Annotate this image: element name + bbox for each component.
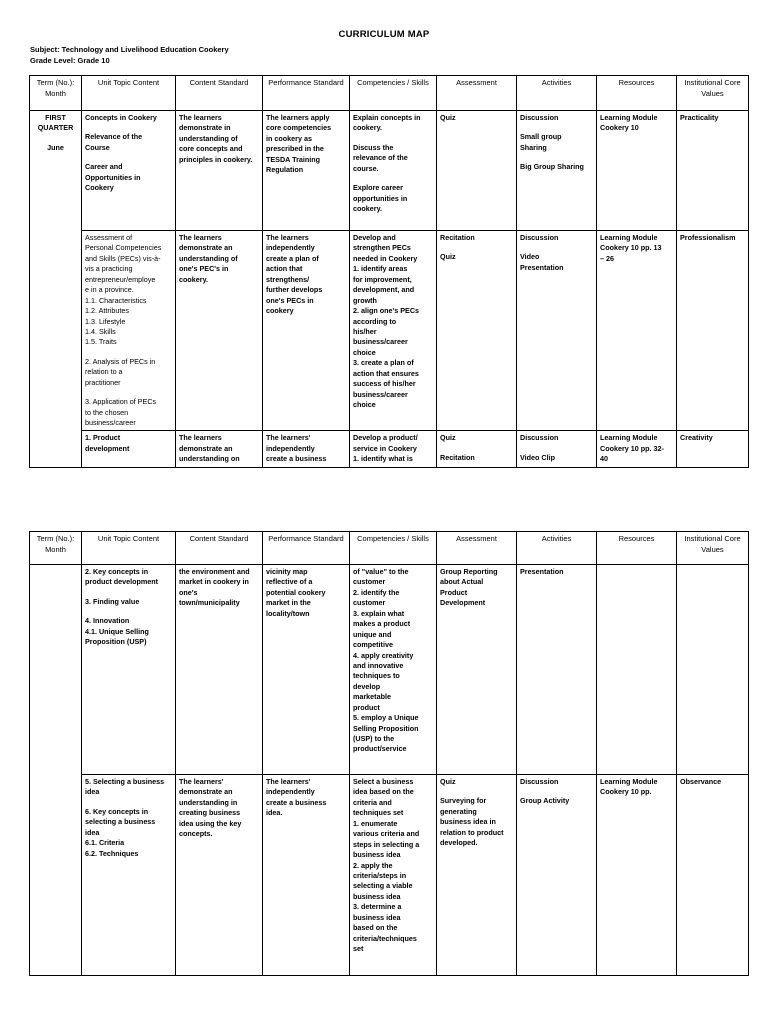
cell-line: and innovative bbox=[353, 660, 404, 670]
header-performance-standard: Performance Standard bbox=[263, 76, 350, 111]
cell-line: The learners bbox=[179, 233, 222, 242]
cell-line: generating bbox=[440, 806, 477, 816]
cell-line: unique and bbox=[353, 629, 392, 639]
cell-line: 6.2. Techniques bbox=[85, 848, 139, 858]
cell-line: idea based on the bbox=[353, 787, 414, 797]
cell-line: 1.3. Lifestyle bbox=[85, 316, 126, 326]
performance-standard-cell bbox=[263, 775, 350, 976]
cell-line: product/service bbox=[353, 744, 407, 754]
cell-line: 3. determine a bbox=[353, 902, 402, 912]
cell-line: Product bbox=[440, 587, 468, 597]
header-resources: Resources bbox=[597, 76, 677, 111]
unit-topic-cell bbox=[82, 231, 176, 431]
cell-line: development bbox=[85, 443, 130, 453]
resources-cell bbox=[597, 565, 677, 775]
cell-line bbox=[440, 444, 513, 453]
cell-line bbox=[440, 243, 513, 252]
cell-line bbox=[520, 153, 593, 162]
cell-line: create a business bbox=[266, 797, 327, 807]
content-standard-cell bbox=[176, 431, 263, 467]
cell-line: steps in selecting a bbox=[353, 839, 420, 849]
cell-line: Surveying for bbox=[440, 796, 487, 806]
cell-line: Discussion bbox=[520, 233, 559, 242]
cell-line: Learning Module bbox=[600, 113, 658, 122]
cell-line: 4. Innovation bbox=[85, 616, 130, 626]
cell-line: prescribed in the bbox=[266, 144, 324, 154]
core-values-cell bbox=[677, 775, 749, 976]
cell-line: 1.2. Attributes bbox=[85, 306, 129, 316]
assessment-cell bbox=[437, 775, 517, 976]
cell-line: Discuss the bbox=[353, 142, 394, 152]
cell-line bbox=[85, 588, 172, 597]
header-core-values: Institutional Core Values bbox=[677, 76, 749, 111]
cell-line: customer bbox=[353, 598, 386, 608]
cell-line: the environment and bbox=[179, 567, 250, 576]
resources-cell bbox=[597, 775, 677, 976]
cell-line: according to bbox=[353, 316, 397, 326]
cell-line: demonstrate an bbox=[179, 443, 233, 453]
content-standard-cell bbox=[176, 231, 263, 431]
cell-line: Learning Module bbox=[600, 777, 658, 786]
cell-line: understanding on bbox=[179, 454, 240, 464]
cell-line bbox=[85, 348, 172, 357]
cell-line: techniques set bbox=[353, 808, 404, 818]
cell-line: selecting a business bbox=[85, 817, 156, 827]
cell-line: business idea in bbox=[440, 817, 496, 827]
cell-line: Regulation bbox=[266, 165, 304, 175]
cell-line: Cookery 10 bbox=[600, 123, 639, 133]
cell-line: potential cookery bbox=[266, 587, 326, 597]
cell-line bbox=[353, 134, 433, 143]
cell-line: Cookery 10 pp. bbox=[600, 787, 652, 797]
cell-line: Quiz bbox=[440, 113, 456, 122]
cell-line: Course bbox=[85, 142, 110, 152]
cell-line: entrepreneur/employe bbox=[85, 274, 156, 284]
cell-line: opportunities in bbox=[353, 193, 408, 203]
cell-line: business idea bbox=[353, 912, 401, 922]
header-activities: Activities bbox=[517, 76, 597, 111]
cell-line: Concepts in Cookery bbox=[85, 113, 157, 122]
cell-line: selecting a viable bbox=[353, 881, 413, 891]
cell-line: demonstrate in bbox=[179, 123, 231, 133]
cell-line: business idea bbox=[353, 891, 401, 901]
cell-line: understanding of bbox=[179, 133, 238, 143]
cell-line: for improvement, bbox=[353, 274, 412, 284]
header-unit-topic: Unit Topic Content bbox=[82, 76, 176, 111]
cell-line: FIRST bbox=[45, 113, 66, 122]
cell-line: action that ensures bbox=[353, 368, 419, 378]
activities-cell bbox=[517, 431, 597, 467]
activities-cell bbox=[517, 775, 597, 976]
cell-line: The learners' bbox=[266, 777, 311, 786]
cell-line: principles in cookery. bbox=[179, 154, 253, 164]
cell-line: 4. apply creativity bbox=[353, 650, 414, 660]
resources-cell bbox=[597, 231, 677, 431]
cell-line: strengthens/ bbox=[266, 274, 310, 284]
performance-standard-cell bbox=[263, 231, 350, 431]
cell-line: (USP) to the bbox=[353, 734, 395, 743]
term-cell bbox=[30, 565, 82, 976]
cell-line: Learning Module bbox=[600, 233, 658, 242]
cell-line: Big Group Sharing bbox=[520, 162, 584, 172]
cell-line: Develop a product/ bbox=[353, 433, 418, 443]
unit-topic-cell bbox=[82, 565, 176, 775]
assessment-cell bbox=[437, 111, 517, 231]
cell-line: 5. employ a Unique bbox=[353, 713, 419, 723]
table-row bbox=[30, 231, 749, 431]
core-values-cell bbox=[677, 565, 749, 775]
core-values-cell bbox=[677, 431, 749, 467]
header-term: Term (No.): Month bbox=[30, 532, 82, 565]
cell-line: business idea bbox=[353, 850, 401, 860]
cell-line: 4.1. Unique Selling bbox=[85, 626, 149, 636]
cell-line: relation to a bbox=[85, 367, 123, 377]
assessment-cell bbox=[437, 231, 517, 431]
cell-line: success of his/her bbox=[353, 379, 416, 389]
cell-line: reflective of a bbox=[266, 577, 313, 587]
cell-line: create a business bbox=[266, 454, 327, 464]
cell-line: various criteria and bbox=[353, 829, 420, 839]
cell-line: understanding of bbox=[179, 253, 238, 263]
cell-line: Video Clip bbox=[520, 452, 556, 462]
cell-line: relevance of the bbox=[353, 153, 408, 163]
resources-cell bbox=[597, 111, 677, 231]
cell-line: Proposition (USP) bbox=[85, 637, 147, 647]
cell-line: his/her bbox=[353, 326, 377, 336]
header-activities: Activities bbox=[517, 532, 597, 565]
cell-line: Quiz bbox=[440, 252, 456, 262]
activities-cell bbox=[517, 111, 597, 231]
cell-line: The learners bbox=[179, 113, 222, 122]
cell-line: June bbox=[47, 142, 64, 152]
cell-line: Explain concepts in bbox=[353, 113, 421, 122]
table-header-row bbox=[30, 532, 749, 565]
cell-line: Discussion bbox=[520, 777, 559, 786]
content-standard-cell bbox=[176, 565, 263, 775]
cell-line: Presentation bbox=[520, 567, 564, 576]
cell-line: The learners' bbox=[266, 433, 311, 443]
cell-line: one's PECs in bbox=[266, 295, 314, 305]
grade-line: Grade Level: Grade 10 bbox=[30, 56, 110, 65]
cell-line: Quiz bbox=[440, 777, 456, 786]
cell-line: e in a province. bbox=[85, 285, 134, 295]
cell-line: course. bbox=[353, 163, 379, 173]
content-standard-cell bbox=[176, 775, 263, 976]
cell-line: business/career bbox=[85, 418, 136, 427]
cell-line: 2. Key concepts in bbox=[85, 567, 149, 576]
cell-line: service in Cookery bbox=[353, 443, 417, 453]
cell-line: understanding in bbox=[179, 797, 238, 807]
cell-line bbox=[33, 134, 78, 143]
cell-line: vicinity map bbox=[266, 567, 308, 576]
cell-line: independently bbox=[266, 243, 315, 253]
header-core-values: Institutional Core Values bbox=[677, 532, 749, 565]
header-competencies: Competencies / Skills bbox=[350, 532, 437, 565]
cell-line bbox=[353, 174, 433, 183]
table-row bbox=[30, 111, 749, 231]
curriculum-table-page-2 bbox=[29, 531, 749, 976]
cell-line: Sharing bbox=[520, 142, 547, 152]
competencies-cell bbox=[350, 111, 437, 231]
cell-line: 3. explain what bbox=[353, 608, 405, 618]
cell-line bbox=[85, 607, 172, 616]
cell-line: Practicality bbox=[680, 113, 719, 122]
cell-line: Develop and bbox=[353, 233, 396, 242]
cell-line: development, and bbox=[353, 285, 415, 295]
cell-line: set bbox=[353, 944, 364, 953]
cell-line: 40 bbox=[600, 454, 608, 464]
cell-line bbox=[440, 787, 513, 796]
core-values-cell bbox=[677, 231, 749, 431]
resources-cell bbox=[597, 431, 677, 467]
cell-line: 5. Selecting a business bbox=[85, 777, 165, 786]
header-assessment: Assessment bbox=[437, 532, 517, 565]
cell-line: 1.4. Skills bbox=[85, 326, 116, 336]
cell-line: Group Reporting bbox=[440, 567, 498, 576]
header-assessment: Assessment bbox=[437, 76, 517, 111]
cell-line: idea using the key bbox=[179, 818, 242, 828]
cell-line: Professionalism bbox=[680, 233, 736, 242]
cell-line: create a plan of bbox=[266, 253, 319, 263]
cell-line: based on the bbox=[353, 923, 398, 933]
cell-line: makes a product bbox=[353, 619, 411, 629]
unit-topic-cell bbox=[82, 431, 176, 467]
cell-line: and Skills (PECs) vis-à- bbox=[85, 253, 161, 263]
subject-line: Subject: Technology and Livelihood Education Cookery bbox=[30, 45, 229, 54]
table-row bbox=[30, 565, 749, 775]
header-performance-standard: Performance Standard bbox=[263, 532, 350, 565]
cell-line: strengthen PECs bbox=[353, 243, 411, 253]
cell-line: develop bbox=[353, 681, 381, 691]
cell-line: 2. align one's PECs bbox=[353, 306, 420, 316]
cell-line: choice bbox=[353, 400, 376, 409]
cell-line: Video bbox=[520, 252, 540, 262]
cell-line bbox=[520, 123, 593, 132]
performance-standard-cell bbox=[263, 111, 350, 231]
cell-line bbox=[85, 798, 172, 807]
cell-line: Discussion bbox=[520, 433, 559, 443]
performance-standard-cell bbox=[263, 431, 350, 467]
cell-line: The learners' bbox=[179, 777, 224, 786]
table-row bbox=[30, 431, 749, 467]
cell-line: The learners bbox=[266, 233, 309, 242]
cell-line: choice bbox=[353, 347, 376, 357]
cell-line: independently bbox=[266, 443, 315, 453]
cell-line: core concepts and bbox=[179, 144, 243, 154]
cell-line: one's bbox=[179, 587, 198, 597]
table-row bbox=[30, 775, 749, 976]
term-cell bbox=[30, 111, 82, 468]
cell-line: Personal Competencies bbox=[85, 243, 162, 253]
cell-line: The learners bbox=[179, 433, 222, 443]
cell-line: about Actual bbox=[440, 577, 484, 587]
cell-line: in cookery as bbox=[266, 133, 312, 143]
assessment-cell bbox=[437, 431, 517, 467]
cell-line: idea bbox=[85, 787, 100, 797]
cell-line: marketable bbox=[353, 692, 391, 702]
cell-line: town/municipality bbox=[179, 598, 240, 608]
cell-line: Select a business bbox=[353, 777, 414, 786]
cell-line: QUARTER bbox=[37, 123, 74, 133]
cell-line: business/career bbox=[353, 337, 408, 347]
cell-line: TESDA Training bbox=[266, 154, 321, 164]
cell-line: criteria and bbox=[353, 797, 392, 807]
cell-line: vis a practicing bbox=[85, 264, 133, 274]
cell-line: criteria/steps in bbox=[353, 870, 407, 880]
competencies-cell bbox=[350, 231, 437, 431]
cell-line: Learning Module bbox=[600, 433, 658, 443]
header-content-standard: Content Standard bbox=[176, 532, 263, 565]
cell-line: Relevance of the bbox=[85, 132, 143, 142]
cell-line: criteria/techniques bbox=[353, 933, 417, 943]
cell-line: – 26 bbox=[600, 253, 614, 263]
cell-line: further develops bbox=[266, 285, 323, 295]
curriculum-table-page-1 bbox=[29, 75, 749, 468]
cell-line bbox=[85, 123, 172, 132]
competencies-cell bbox=[350, 775, 437, 976]
activities-cell bbox=[517, 565, 597, 775]
cell-line: 1.5. Traits bbox=[85, 337, 117, 347]
core-values-cell bbox=[677, 111, 749, 231]
cell-line: practitioner bbox=[85, 377, 121, 387]
cell-line: Selling Proposition bbox=[353, 723, 419, 733]
cell-line: of "value" to the bbox=[353, 567, 409, 576]
header-resources: Resources bbox=[597, 532, 677, 565]
cell-line: relation to product bbox=[440, 827, 504, 837]
cell-line: Presentation bbox=[520, 262, 564, 272]
cell-line: 3. create a plan of bbox=[353, 358, 414, 368]
cell-line: cookery bbox=[266, 306, 294, 316]
cell-line: Opportunities in bbox=[85, 172, 141, 182]
cell-line: Career and bbox=[85, 162, 123, 172]
assessment-cell bbox=[437, 565, 517, 775]
header-content-standard: Content Standard bbox=[176, 76, 263, 111]
cell-line bbox=[520, 444, 593, 453]
cell-line: Development bbox=[440, 598, 486, 608]
cell-line: to the chosen bbox=[85, 407, 129, 417]
cell-line: Group Activity bbox=[520, 796, 570, 806]
activities-cell bbox=[517, 231, 597, 431]
cell-line: cookery. bbox=[353, 204, 383, 214]
cell-line: growth bbox=[353, 295, 377, 305]
cell-line: Creativity bbox=[680, 433, 713, 443]
cell-line: needed in Cookery bbox=[353, 253, 418, 263]
cell-line: 2. apply the bbox=[353, 860, 393, 870]
cell-line bbox=[520, 243, 593, 252]
cell-line: Cookery bbox=[85, 183, 114, 193]
document-title: CURRICULUM MAP bbox=[338, 29, 430, 40]
cell-line: 1. identify what is bbox=[353, 454, 413, 464]
cell-line: competitive bbox=[353, 640, 393, 650]
cell-line: idea bbox=[85, 827, 100, 837]
cell-line: demonstrate an bbox=[179, 787, 233, 797]
cell-line: Small group bbox=[520, 132, 562, 142]
cell-line: one's PEC's in bbox=[179, 264, 229, 274]
cell-line: locality/town bbox=[266, 608, 310, 618]
cell-line: Recitation bbox=[440, 452, 475, 462]
performance-standard-cell bbox=[263, 565, 350, 775]
cell-line: 3. Application of PECs bbox=[85, 397, 157, 407]
cell-line: 1. identify areas bbox=[353, 264, 408, 274]
unit-topic-cell bbox=[82, 111, 176, 231]
cell-line: 2. Analysis of PECs in bbox=[85, 356, 156, 366]
cell-line: 1.1. Characteristics bbox=[85, 295, 147, 305]
cell-line: Explore career bbox=[353, 183, 403, 193]
cell-line bbox=[520, 787, 593, 796]
header-competencies: Competencies / Skills bbox=[350, 76, 437, 111]
cell-line: 2. identify the bbox=[353, 587, 400, 597]
cell-line: independently bbox=[266, 787, 315, 797]
cell-line: idea. bbox=[266, 808, 283, 818]
cell-line: core competencies bbox=[266, 123, 332, 133]
cell-line: concepts. bbox=[179, 829, 213, 839]
cell-line bbox=[85, 153, 172, 162]
cell-line: Cookery 10 pp. 13 bbox=[600, 243, 662, 253]
competencies-cell bbox=[350, 565, 437, 775]
competencies-cell bbox=[350, 431, 437, 467]
cell-line: market in the bbox=[266, 598, 311, 608]
cell-line: Cookery 10 pp. 32- bbox=[600, 443, 664, 453]
cell-line: 6.1. Criteria bbox=[85, 838, 125, 848]
cell-line: 3. Finding value bbox=[85, 596, 140, 606]
cell-line: product bbox=[353, 702, 380, 712]
cell-line: The learners apply bbox=[266, 113, 330, 122]
unit-topic-cell bbox=[82, 775, 176, 976]
cell-line: Quiz bbox=[440, 433, 456, 443]
cell-line bbox=[85, 388, 172, 397]
cell-line: creating business bbox=[179, 808, 241, 818]
cell-line: 6. Key concepts in bbox=[85, 806, 149, 816]
content-standard-cell bbox=[176, 111, 263, 231]
cell-line: business/career bbox=[353, 389, 408, 399]
cell-line: cookery. bbox=[353, 123, 383, 133]
cell-line: developed. bbox=[440, 838, 478, 848]
cell-line: techniques to bbox=[353, 671, 400, 681]
cell-line: Observance bbox=[680, 777, 722, 786]
cell-line: market in cookery in bbox=[179, 577, 249, 587]
table-header-row bbox=[30, 76, 749, 111]
cell-line: 1. enumerate bbox=[353, 818, 398, 828]
cell-line: Recitation bbox=[440, 233, 475, 242]
header-unit-topic: Unit Topic Content bbox=[82, 532, 176, 565]
cell-line: Assessment of bbox=[85, 233, 133, 242]
cell-line: demonstrate an bbox=[179, 243, 233, 253]
cell-line: Discussion bbox=[520, 113, 559, 122]
cell-line: action that bbox=[266, 264, 303, 274]
cell-line: product development bbox=[85, 577, 159, 587]
cell-line: 1. Product bbox=[85, 433, 121, 443]
cell-line: cookery. bbox=[179, 274, 209, 284]
header-term: Term (No.): Month bbox=[30, 76, 82, 111]
cell-line: customer bbox=[353, 577, 386, 587]
